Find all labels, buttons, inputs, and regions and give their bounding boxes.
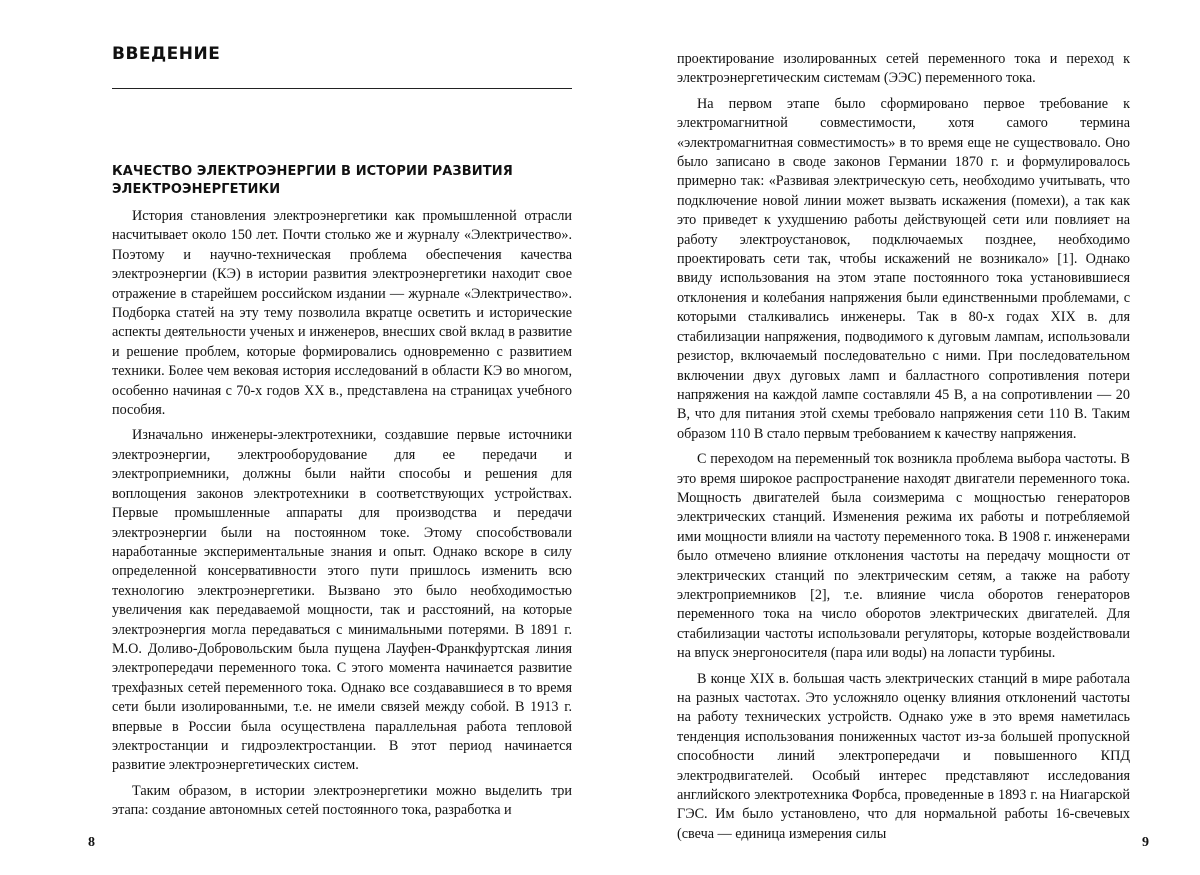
- page-number-left: 8: [88, 835, 95, 850]
- paragraph: Таким образом, в истории электроэнергетики можно выделить три этапа: создание автономных сетей постоянного тока, разработка и: [112, 782, 572, 819]
- paragraph: На первом этапе было сформировано первое требование к электромагнитной совместимости, хотя самого термина «электромагнитная совместимость» в то время еще не существовало. Оно было записано в своде законов Германии 1870 г. и формулировалось примерно так: «Развивая электрическую сеть, необходимо учитывать, что подключение новой линии может вызвать искажения (помехи), а так как это приведет к ухудшению работы действующей сети или повлияет на работу электроустановок, подключаемых позднее, необходимо проектировать сети так, чтобы искажений не возникало» [1]. Однако ввиду использования на этом этапе постоянного тока установившиеся отклонения и колебания напряжения были единственными проблемами, с которыми сталкивались инженеры. Так в 80-х годах XIX в. для стабилизации напряжения, подводимого к дуговым лампам, использовали резистор, включаемый последовательно с ними. При последовательном включении двух дуговых ламп и балластного сопротивления потери напряжения на каждой лампе составляли 45 В, а на сопротивлении — 20 В, что для питания этой схемы требовало напряжения сети 110 В. Таким образом 110 В стало первым требованием к качеству напряжения.: [677, 95, 1130, 442]
- left-body-text: [112, 207, 572, 827]
- right-body-text: [677, 50, 1130, 850]
- paragraph-continuation: проектирование изолированных сетей переменного тока и переход к электроэнергетическим системам (ЭЭС) переменного тока.: [677, 51, 1130, 87]
- page-number-right: 9: [1142, 835, 1149, 850]
- paragraph: В конце XIX в. большая часть электрических станций в мире работала на разных частотах. Это усложняло оценку влияния отклонений частоты на работу технических устройств. Однако уже в это время наметилась тенденция использования пониженных частот из-за большей пропускной способности линий электропередачи и повышенного КПД электродвигателей. Особый интерес представляют исследования английского электротехника Форбса, проведенные в 1893 г. на Ниагарской ГЭС. Им было установлено, что для нормальной работы 16-свечевых (свеча — единица измерения силы: [677, 670, 1130, 842]
- paragraph: Изначально инженеры-электротехники, создавшие первые источники электроэнергии, электрооборудование для ее передачи и электроприемники, должны были найти способы и решения для воплощения законов электротехники в соответствующих устройствах. Первые промышленные аппараты для производства и передачи электроэнергии были на постоянном токе. Этому способствовали наработанные экспериментальные знания и опыт. Однако вскоре в силу определенной консервативности этого пути пришлось изменить всю технологию электроэнергетики. Вызвано это было необходимостью увеличения как передаваемой мощности, так и расстояний, на которые электроэнергия могла передаваться с минимальными потерями. В 1891 г. М.О. Доливо-Добровольским была пущена Лауфен-Франкфуртская линия электропередачи переменного тока. С этого момента начинается развитие трехфазных сетей переменного тока. Однако все создававшиеся в то время сети были изолированными, т.е. не имели связей между собой. В 1913 г. впервые в России была осуществлена параллельная работа тепловой электростанции и гидроэлектростанции. В этот период начинается развитие электроэнергетических систем.: [112, 427, 572, 774]
- paragraph: С переходом на переменный ток возникла проблема выбора частоты. В это время широкое распространение находят двигатели переменного тока. Мощность двигателей была соизмерима с мощностью генераторов электрических станций. Изменения режима их работы и потребляемой ими мощности влияли на частоту переменного тока. В 1908 г. инженерами было отмечено влияние отклонения частоты на передачу мощности от электрических станций по электрическим сетям, а также на работу электроприемников [2], т.е. влияние числа оборотов генераторов переменного тока на число оборотов электрических двигателей. Для стабилизации частоты использовали регуляторы, которые воздействовали на впуск энергоносителя (пара или воды) на лопасти турбины.: [677, 451, 1130, 662]
- heading-rule: [112, 88, 572, 89]
- right-page: [600, 0, 1200, 875]
- chapter-heading: ВВЕДЕНИЕ: [112, 44, 221, 64]
- paragraph: История становления электроэнергетики как промышленной отрасли насчитывает около 150 лет. Почти столько же и журналу «Электричество». Поэтому и научно-техническая проблема обеспечения качества электроэнергии (КЭ) в истории развития электроэнергетики находит свое отражение в старейшем российском издании — журнале «Электричество». Подборка статей на эту тему позволила вкратце осветить и исторические аспекты деятельности ученых и инженеров, внесших свой вклад в развитие и решение проблем, которые формировались одновременно с развитием техники. Более чем вековая история исследований в области КЭ во многом, особенно начиная с 70-х годов XX в., представлена на страницах учебного пособия.: [112, 208, 572, 419]
- section-title: КАЧЕСТВО ЭЛЕКТРОЭНЕРГИИ В ИСТОРИИ РАЗВИТИЯ ЭЛЕКТРОЭНЕРГЕТИКИ: [112, 164, 513, 197]
